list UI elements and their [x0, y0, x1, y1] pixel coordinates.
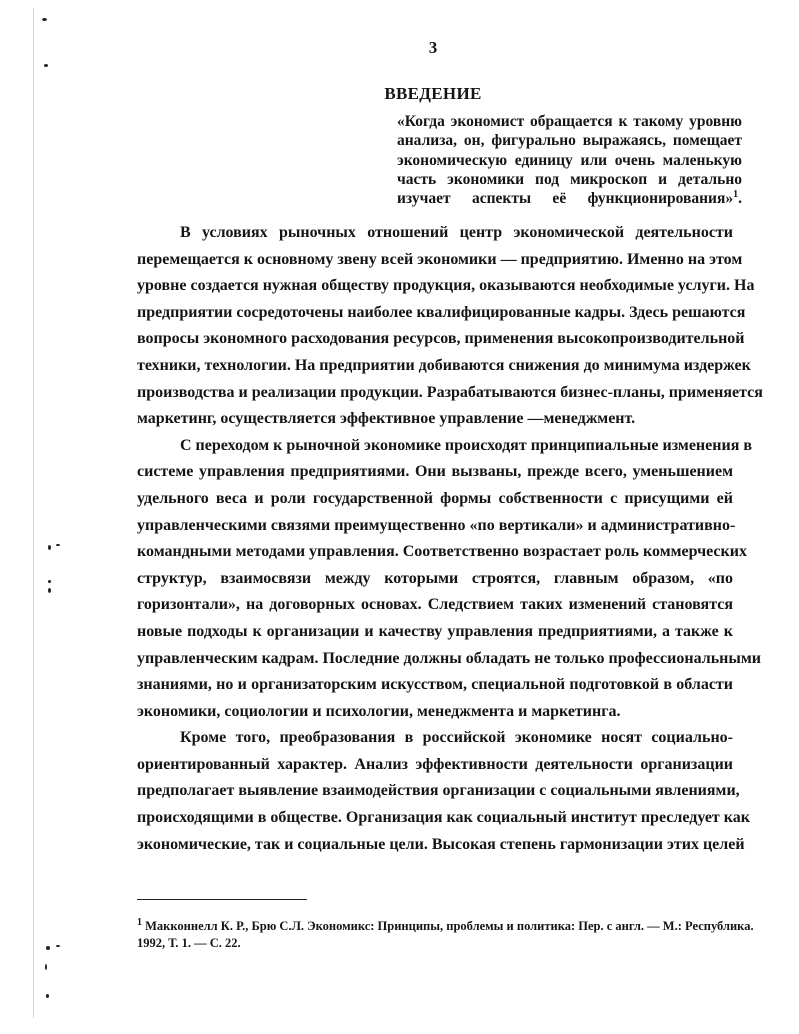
section-heading: ВВЕДЕНИЕ — [384, 84, 482, 103]
text-line: управленческим кадрам. Последние должны обладать не только профессиональными — [137, 649, 761, 667]
text-line: техники, технологии. На предприятии добиваются снижения до минимума издержек — [137, 356, 751, 374]
text-line: вопросы экономного расходования ресурсов, применения высокопроизводительной — [137, 330, 745, 348]
text-line: экономические, так и социальные цели. Высокая степень гармонизации этих целей — [137, 835, 745, 853]
text-line: управленческими связями преимущественно «по вертикали» и административно- — [137, 516, 736, 534]
epigraph-line: анализа, он, фигурально выражаясь, помещает — [397, 132, 742, 150]
scan-speck — [48, 580, 51, 583]
paragraph-1 — [137, 220, 763, 433]
text-line: предполагает выявление взаимодействия организации с социальными явлениями, — [137, 782, 740, 800]
epigraph-line: экономическую единицу или очень маленькую — [397, 151, 742, 169]
text-line: горизонтали», на договорных основах. Следствием таких изменений становятся — [137, 596, 733, 614]
text-line: перемещается к основному звену всей экономики — предприятию. Именно на этом — [137, 250, 743, 268]
text-line: происходящими в обществе. Организация как социальный институт преследует как — [137, 809, 750, 827]
footnote-reference: 1 — [733, 189, 739, 201]
text-line: производства и реализации продукции. Разрабатываются бизнес-планы, применяется — [137, 383, 763, 401]
scan-speck — [45, 964, 47, 970]
epigraph-line: «Когда экономист обращается к такому уровню — [397, 113, 742, 130]
text-line: предприятии сосредоточены наиболее квалифицированные кадры. Здесь решаются — [137, 303, 746, 321]
text-line: ориентированный характер. Анализ эффективности деятельности организации — [137, 755, 733, 773]
scan-speck — [48, 588, 51, 593]
text-line: системе управления предприятиями. Они вызваны, прежде всего, уменьшением — [137, 463, 733, 481]
text-line: экономики, социологии и психологии, менеджмента и маркетинга. — [137, 702, 621, 720]
body-text — [137, 220, 763, 858]
text-line: знаниями, но и организаторским искусством, специальной подготовкой в области — [137, 676, 733, 694]
epigraph-line: изучает аспекты её функционирования» — [397, 190, 734, 208]
text-line: Кроме того, преобразования в российской экономике носят социально- — [180, 729, 733, 747]
text-line: новые подходы к организации и качеству управления предприятиями, а также к — [137, 622, 733, 640]
page-number: 3 — [428, 38, 438, 57]
scan-speck — [56, 945, 60, 947]
scan-speck — [46, 994, 49, 998]
scan-binding-edge — [33, 8, 34, 1018]
footnote — [137, 916, 754, 952]
scan-speck — [56, 544, 60, 546]
epigraph-line: часть экономики под микроскоп и детально — [397, 170, 742, 188]
footnote-text: Макконнелл К. Р., Брю С.Л. Экономикс: Принципы, проблемы и политика: Пер. с англ. — М.: Республика. — [145, 919, 754, 933]
footnote-first-line — [137, 916, 754, 935]
scan-speck — [48, 545, 51, 550]
paragraph-2 — [137, 433, 761, 726]
scan-speck — [44, 64, 48, 67]
text-line: удельного веса и роли государственной формы собственности с присущими ей — [137, 489, 733, 507]
footnote-separator — [137, 899, 307, 900]
text-line: маркетинг, осуществляется эффективное управление —менеджмент. — [137, 410, 636, 428]
epigraph-end-punct: . — [738, 190, 742, 208]
footnote-second-line: 1992, Т. 1. — С. 22. — [137, 936, 241, 950]
text-line: командными методами управления. Соответственно возрастает роль коммерческих — [137, 543, 747, 561]
footnote-mark: 1 — [137, 916, 142, 928]
epigraph-quote — [397, 112, 742, 208]
text-line: С переходом к рыночной экономике происходят принципиальные изменения в — [180, 436, 752, 454]
scan-speck — [42, 18, 47, 21]
epigraph-last-line — [397, 189, 742, 208]
scan-speck — [46, 946, 50, 950]
text-line: В условиях рыночных отношений центр экономической деятельности — [180, 224, 733, 241]
paragraph-3 — [137, 725, 750, 858]
text-line: уровне создается нужная обществу продукция, оказываются необходимые услуги. На — [137, 277, 755, 295]
text-line: структур, взаимосвязи между которыми строятся, главным образом, «по — [137, 569, 733, 587]
